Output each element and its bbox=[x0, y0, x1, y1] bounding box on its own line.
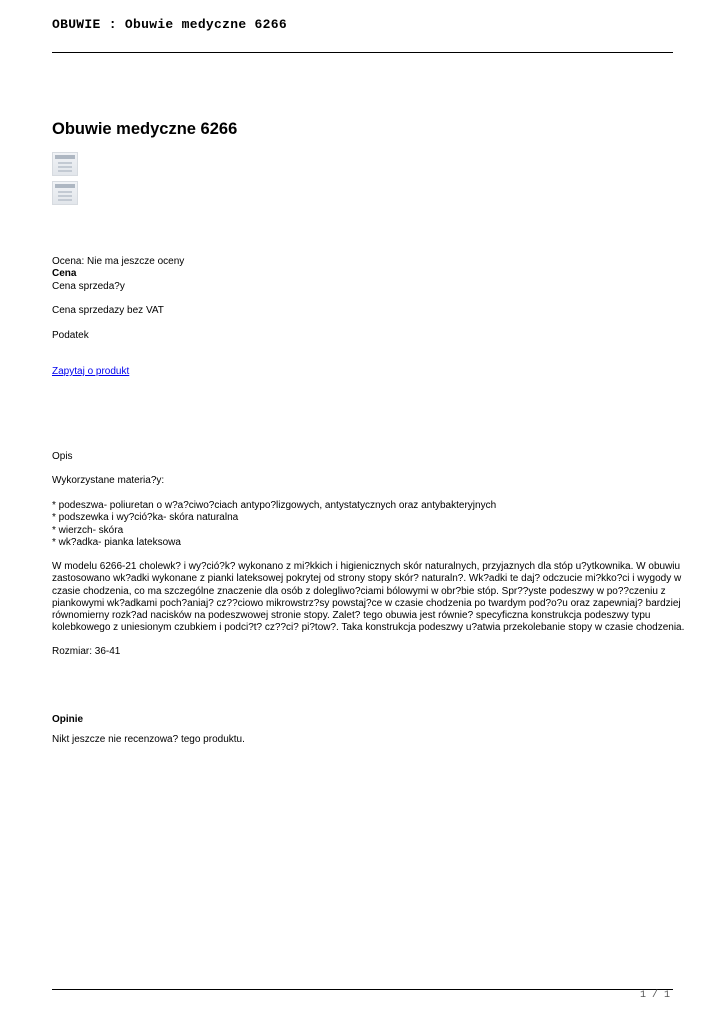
size-line: Rozmiar: 36-41 bbox=[52, 646, 121, 657]
rating-line: Ocena: Nie ma jeszcze oceny bbox=[52, 256, 185, 267]
product-thumbnail-2[interactable] bbox=[52, 181, 78, 205]
description-heading: Opis bbox=[52, 451, 73, 462]
body-line: piankowymi wk?adkami poch?aniaj? cz??ciowo mikrowstrz?sy powstaj?ce w czasie chodzenia po twardym pod?o?u oraz zapewniaj? bardziej bbox=[52, 597, 681, 609]
body-line: W modelu 6266-21 cholewk? i wy?ció?k? wykonano z mi?kkich i higienicznych skór naturalnych, przyjaznych dla stóp u?ytkownika. W obuwiu bbox=[52, 561, 681, 572]
price-net: Cena sprzedazy bez VAT bbox=[52, 305, 164, 316]
page-title: Obuwie medyczne 6266 bbox=[52, 120, 238, 138]
thumbnail-placeholder-icon bbox=[55, 155, 75, 159]
header-divider bbox=[52, 52, 673, 53]
body-line: czasie chodzenia, co ma szczególne znaczenie dla osób z dolegliwo?ciami bólowymi w obr?bie stóp. Spr??yste podeszwy w po??czeniu z bbox=[52, 585, 666, 597]
header-title: OBUWIE : Obuwie medyczne 6266 bbox=[52, 17, 287, 32]
body-line: zastosowano wk?adki wykonane z pianki lateksowej pokrytej od strony stopy skór? naturaln?. Wk?adki te daj? odczucie mi?kko?ci i wygody w bbox=[52, 573, 682, 585]
reviews-empty-text: Nikt jeszcze nie recenzowa? tego produktu. bbox=[52, 734, 245, 745]
description-body bbox=[52, 561, 685, 635]
list-item: * podszewka i wy?ció?ka- skóra naturalna bbox=[52, 512, 239, 524]
tax-label: Podatek bbox=[52, 330, 89, 341]
reviews-heading: Opinie bbox=[52, 714, 84, 725]
price-heading: Cena bbox=[52, 268, 77, 279]
body-line: równomierny rozk?ad nacisków na podeszwowej stronie stopy. Zalet? tego obuwia jest równie? specyficzna konstrukcja podeszwy typu bbox=[52, 610, 651, 622]
body-line: kolebkowego z uniesionym czubkiem i podci?t? cz??ci? pi?tow?. Taka konstrukcja podeszwy u?atwia przekolebanie stopy w czasie chodzenia. bbox=[52, 622, 685, 634]
ask-about-product-link[interactable]: Zapytaj o produkt bbox=[52, 366, 130, 377]
product-thumbnail-1[interactable] bbox=[52, 152, 78, 176]
list-item: * podeszwa- poliuretan o w?a?ciwo?ciach antypo?lizgowych, antystatycznych oraz antybakteryjnych bbox=[52, 500, 497, 511]
page-indicator: 1 / 1 bbox=[639, 990, 670, 1001]
materials-list bbox=[52, 500, 677, 549]
thumbnail-placeholder-icon bbox=[55, 184, 75, 188]
footer-divider bbox=[52, 989, 673, 990]
list-item: * wierzch- skóra bbox=[52, 524, 124, 536]
list-item: * wk?adka- pianka lateksowa bbox=[52, 536, 181, 548]
materials-heading: Wykorzystane materia?y: bbox=[52, 475, 165, 486]
price-sale: Cena sprzeda?y bbox=[52, 281, 125, 292]
